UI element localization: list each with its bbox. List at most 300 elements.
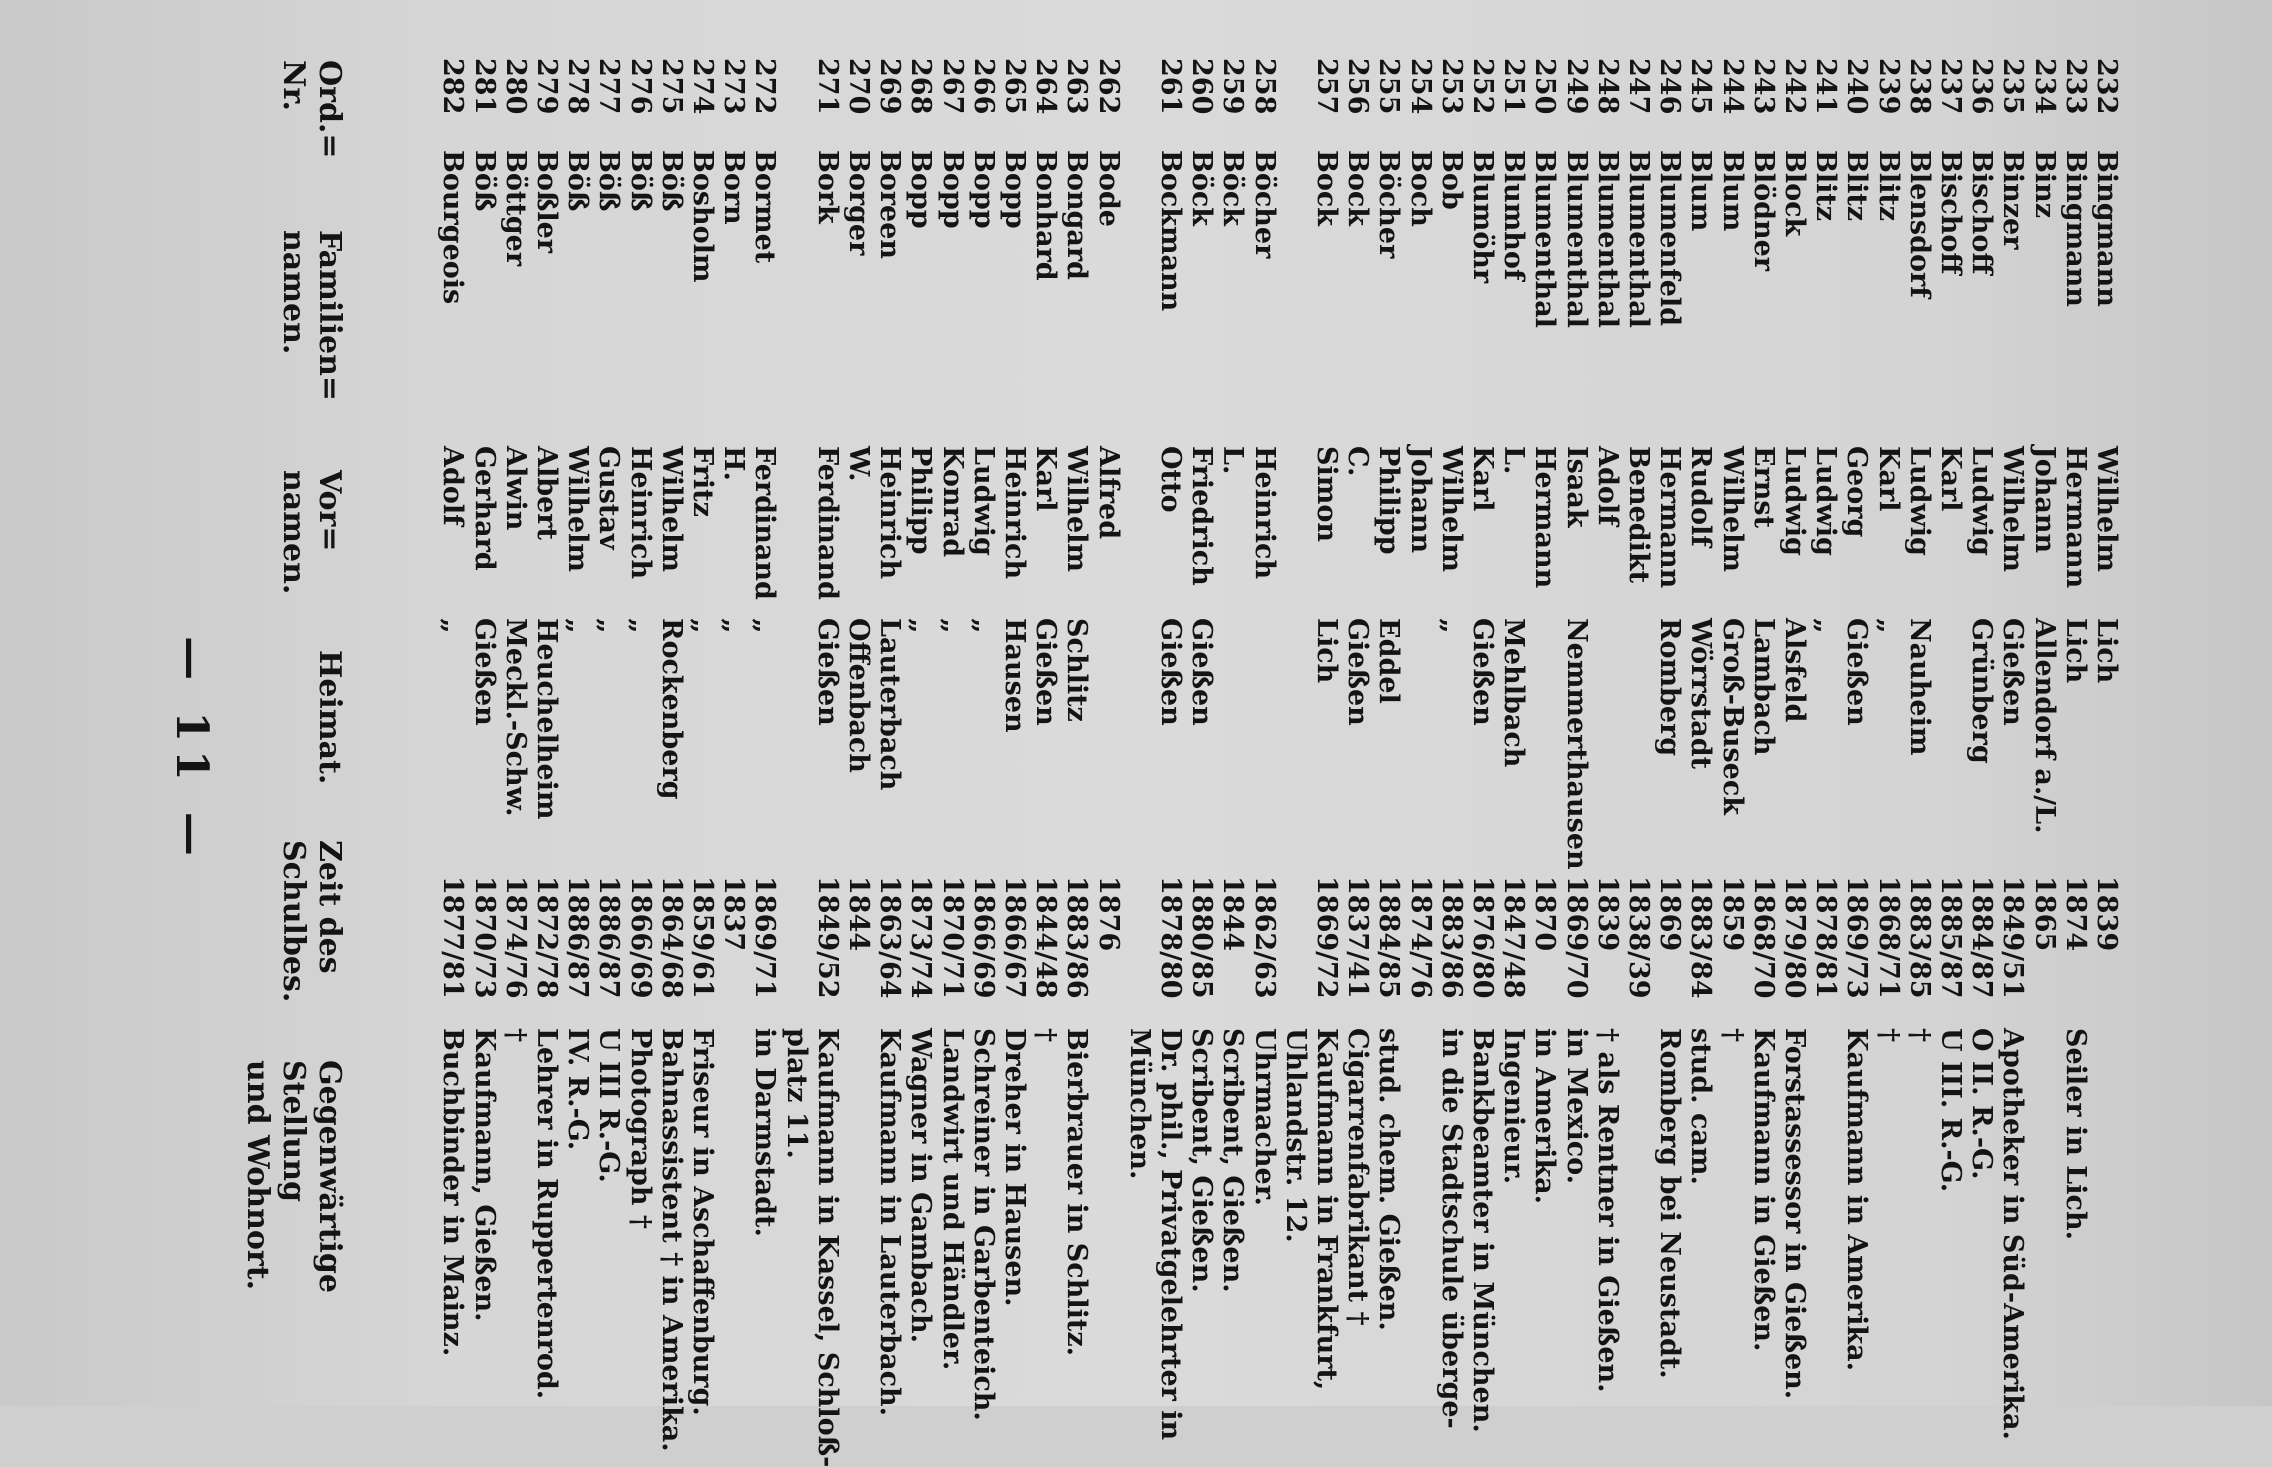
hometown: Gießen xyxy=(1155,618,1186,726)
family-name: Blensdorf xyxy=(1903,150,1935,298)
hometown: Offenbach xyxy=(843,618,874,773)
first-name: Wilhelm xyxy=(655,446,687,572)
table-row xyxy=(874,58,906,1417)
first-name: Benedikt xyxy=(1623,446,1654,584)
current-position: Kaufmann in Amerika. xyxy=(1841,1028,1873,1371)
first-name: Adolf xyxy=(437,446,469,526)
current-position: Wagner in Gambach. xyxy=(905,1028,937,1344)
entry-number: 248 xyxy=(1591,58,1623,115)
family-name: Bopp xyxy=(936,150,968,229)
school-years: 1885/87 xyxy=(1935,876,1966,999)
entry-number: 233 xyxy=(2059,58,2091,115)
hometown: „ xyxy=(749,618,781,634)
family-name: Blumenthal xyxy=(1560,150,1592,328)
first-name: Simon xyxy=(1311,446,1342,542)
family-name: Böcher xyxy=(1248,150,1280,259)
first-name: Alfred xyxy=(1092,446,1124,540)
table-row xyxy=(967,58,999,1421)
first-name: Hermann xyxy=(2059,446,2091,589)
current-position: Uhrmacher. xyxy=(1248,1028,1280,1206)
first-name: Hermann xyxy=(1529,446,1561,589)
hometown: Eddel xyxy=(1373,618,1405,704)
table-row xyxy=(782,58,812,1348)
entry-number: 273 xyxy=(718,58,750,115)
table-row xyxy=(1747,58,1779,1352)
current-position: Kaufmann, Gießen. xyxy=(468,1028,500,1322)
school-years: 1874/76 xyxy=(499,876,531,999)
family-name: Bingmann xyxy=(2091,150,2122,307)
table-row xyxy=(1406,58,1436,1348)
hometown: „ xyxy=(624,618,656,634)
table-row xyxy=(1686,58,1716,1348)
first-name: Friedrich xyxy=(1186,446,1218,586)
school-years: 1883/86 xyxy=(1435,876,1467,999)
table-row xyxy=(626,58,656,1348)
current-position: platz 11. xyxy=(780,1028,812,1159)
entry-number: 236 xyxy=(1966,58,1998,115)
hometown: „ xyxy=(687,618,718,634)
current-position: † als Rentner in Gießen. xyxy=(1591,1028,1623,1393)
school-years: 1884/87 xyxy=(1966,876,1998,999)
family-name: Bongard xyxy=(1061,150,1093,280)
hometown: Lich xyxy=(2091,618,2122,684)
first-name: Johann xyxy=(2028,446,2060,554)
entry-number: 254 xyxy=(1404,58,1436,115)
school-years: 1880/85 xyxy=(1186,876,1218,999)
table-row xyxy=(1562,58,1592,1348)
header-nr-line2: Nr. xyxy=(276,60,311,111)
family-name: Böcher xyxy=(1373,150,1405,259)
hometown: Gießen xyxy=(1997,618,2029,726)
hometown: Allendorf a./L. xyxy=(2028,618,2060,834)
table-row xyxy=(1779,58,1810,1400)
family-name: Bock xyxy=(1342,150,1374,226)
family-name: Blitz xyxy=(1872,150,1904,222)
hometown: Gießen xyxy=(1467,618,1498,726)
table-row xyxy=(1530,58,1560,1348)
first-name: L. xyxy=(1217,446,1249,475)
first-name: C. xyxy=(1342,446,1374,477)
family-name: Böß xyxy=(624,150,656,212)
table-row xyxy=(1094,58,1124,1348)
family-name: Bock xyxy=(1311,150,1342,226)
table-row xyxy=(1281,58,1311,1348)
first-name: Philipp xyxy=(905,446,937,555)
entry-number: 242 xyxy=(1779,58,1810,115)
entry-number: 275 xyxy=(655,58,687,115)
family-name: Böß xyxy=(593,150,625,212)
current-position: Bahnassistent † in Amerika. xyxy=(655,1028,687,1452)
school-years: 1849/52 xyxy=(811,876,843,999)
school-years: 1866/69 xyxy=(967,876,999,999)
school-years: 1883/85 xyxy=(1903,876,1935,999)
family-name: Böttger xyxy=(499,150,531,267)
entry-number: 260 xyxy=(1186,58,1218,115)
hometown: Heuchelheim xyxy=(531,618,562,820)
first-name: Heinrich xyxy=(874,446,906,580)
table-row xyxy=(1654,58,1686,1379)
family-name: Binz xyxy=(2028,150,2060,219)
entry-number: 270 xyxy=(843,58,874,115)
family-name: Bopp xyxy=(967,150,999,229)
school-years: 1886/87 xyxy=(562,876,594,999)
table-row xyxy=(1374,58,1404,1348)
header-stellung xyxy=(239,1060,347,1406)
entry-number: 255 xyxy=(1373,58,1405,115)
first-name: Heinrich xyxy=(624,446,656,580)
school-years: 1837 xyxy=(718,876,750,952)
entry-number: 239 xyxy=(1872,58,1904,115)
family-name: Blitz xyxy=(1841,150,1873,222)
current-position: † xyxy=(1716,1028,1748,1043)
hometown: Meckl.-Schw. xyxy=(499,618,531,817)
hometown: „ xyxy=(1810,618,1842,634)
hometown: Nemmerthausen xyxy=(1560,618,1592,870)
header-familienname-line2: namen. xyxy=(276,230,311,355)
first-name: Albert xyxy=(531,446,562,540)
table-row xyxy=(1624,58,1654,1348)
table-row xyxy=(1967,58,1997,1348)
header-vorname xyxy=(275,470,347,594)
school-years: 1866/69 xyxy=(624,876,656,999)
table-row xyxy=(1718,58,1748,1348)
table-row xyxy=(1155,58,1186,1441)
entry-number: 245 xyxy=(1685,58,1717,115)
family-name: Boch xyxy=(1404,150,1436,227)
school-years: 1876 xyxy=(1092,876,1124,952)
entry-number: 281 xyxy=(468,58,500,115)
entry-number: 237 xyxy=(1935,58,1966,115)
table-row xyxy=(1125,58,1155,1348)
family-name: Böck xyxy=(1217,150,1249,226)
hometown: Lauterbach xyxy=(874,618,906,791)
first-name: Ludwig xyxy=(1810,446,1842,556)
header-vorname-line1: Vor= xyxy=(312,470,347,552)
school-years: 1872/78 xyxy=(531,876,562,999)
entry-number: 276 xyxy=(624,58,656,115)
hometown: Mehlbach xyxy=(1498,618,1530,768)
school-years: 1862/63 xyxy=(1248,876,1280,999)
entry-number: 251 xyxy=(1498,58,1530,115)
entry-number: 259 xyxy=(1217,58,1249,115)
header-stellung-line1: Gegenwärtige Stellung xyxy=(276,1060,347,1293)
family-name: Blitz xyxy=(1810,150,1842,222)
family-name: Bischoff xyxy=(1935,150,1966,275)
entry-number: 268 xyxy=(905,58,937,115)
school-years: 1865 xyxy=(2028,876,2060,952)
first-name: Gustav xyxy=(593,446,625,550)
first-name: Karl xyxy=(1935,446,1966,512)
current-position: Uhlandstr. 12. xyxy=(1279,1028,1311,1243)
school-years: 1859/61 xyxy=(687,876,718,999)
first-name: Johann xyxy=(1404,446,1436,554)
current-position: † xyxy=(499,1028,531,1043)
first-name: Ludwig xyxy=(967,446,999,556)
hometown: Lich xyxy=(2059,618,2091,684)
school-years: 1874/76 xyxy=(1404,876,1436,999)
school-years: 1849/51 xyxy=(1997,876,2029,999)
school-years: 1866/67 xyxy=(999,876,1030,999)
first-name: Isaak xyxy=(1560,446,1592,528)
first-name: Fritz xyxy=(687,446,718,517)
entry-number: 247 xyxy=(1623,58,1654,115)
entry-number: 256 xyxy=(1342,58,1374,115)
current-position: in die Stadtschule überge- xyxy=(1435,1028,1467,1429)
current-position: IV. R.-G. xyxy=(562,1028,594,1151)
current-position: stud. cam. xyxy=(1685,1028,1717,1185)
entry-number: 261 xyxy=(1155,58,1186,115)
table-row xyxy=(594,58,624,1348)
hometown: Gießen xyxy=(1030,618,1062,726)
family-name: Bockmann xyxy=(1155,150,1186,312)
first-name: Hermann xyxy=(1654,446,1686,589)
current-position: in Mexico. xyxy=(1560,1028,1592,1185)
current-position: Landwirt und Händler. xyxy=(936,1028,968,1371)
table-row xyxy=(687,58,718,1416)
header-heimat xyxy=(311,650,347,784)
page-number: — 11 — xyxy=(166,636,217,864)
family-name: Blumenthal xyxy=(1623,150,1654,328)
first-name: Georg xyxy=(1841,446,1873,538)
current-position: Cigarrenfabrikant † xyxy=(1342,1028,1374,1326)
header-stellung-line2: und Wohnort. xyxy=(240,1060,275,1291)
school-years: 1844/48 xyxy=(1030,876,1062,999)
hometown: „ xyxy=(1872,618,1904,634)
hometown: „ xyxy=(905,618,937,634)
entry-number: 274 xyxy=(687,58,718,115)
hometown: „ xyxy=(936,618,968,634)
table-row xyxy=(1936,58,1966,1348)
table-row xyxy=(1905,58,1935,1348)
current-position: † xyxy=(1903,1028,1935,1043)
current-position: Schreiner in Garbenteich. xyxy=(967,1028,999,1421)
family-name: Blödner xyxy=(1747,150,1779,271)
current-position: † xyxy=(1872,1028,1904,1043)
family-name: Blumhof xyxy=(1498,150,1530,281)
current-position: Friseur in Aschaffenburg. xyxy=(687,1028,718,1416)
school-years: 1869/70 xyxy=(1560,876,1592,999)
school-years: 1870/73 xyxy=(468,876,500,999)
school-years: 1868/71 xyxy=(1872,876,1904,999)
first-name: Wilhelm xyxy=(1061,446,1093,572)
entry-number: 280 xyxy=(499,58,531,115)
table-row xyxy=(470,58,500,1348)
school-years: 1877/81 xyxy=(437,876,469,999)
table-row xyxy=(655,58,687,1452)
hometown: Alsfeld xyxy=(1779,618,1810,723)
hometown: Lich xyxy=(1311,618,1342,684)
family-name: Blumenthal xyxy=(1591,150,1623,328)
school-years: 1876/80 xyxy=(1467,876,1498,999)
entry-number: 269 xyxy=(874,58,906,115)
current-position: Apotheker in Süd-Amerika. xyxy=(1997,1028,2029,1440)
school-years: 1847/48 xyxy=(1498,876,1530,999)
current-position: † xyxy=(1030,1028,1062,1043)
school-years: 1863/64 xyxy=(874,876,906,999)
family-name: Block xyxy=(1779,150,1810,237)
entry-number: 244 xyxy=(1716,58,1748,115)
header-vorname-line2: namen. xyxy=(276,470,311,595)
family-name: Böß xyxy=(562,150,594,212)
school-years: 1879/80 xyxy=(1779,876,1810,999)
hometown: Schlitz xyxy=(1061,618,1093,722)
table-row xyxy=(531,58,562,1400)
current-position: in Darmstadt. xyxy=(749,1028,781,1237)
first-name: Wilhelm xyxy=(1716,446,1748,572)
first-name: Karl xyxy=(1467,446,1498,512)
table-row xyxy=(501,58,531,1348)
school-years: 1844 xyxy=(1217,876,1249,952)
first-name: Wilhelm xyxy=(1997,446,2029,572)
family-name: Boreen xyxy=(874,150,906,260)
entry-number: 232 xyxy=(2091,58,2122,115)
current-position: Dreher in Hausen. xyxy=(999,1028,1030,1307)
current-position: Buchbinder in Mainz. xyxy=(437,1028,469,1357)
first-name: Konrad xyxy=(936,446,968,558)
entry-number: 257 xyxy=(1311,58,1342,115)
first-name: Karl xyxy=(1030,446,1062,512)
entry-number: 241 xyxy=(1810,58,1842,115)
entry-number: 258 xyxy=(1248,58,1280,115)
table-row xyxy=(1250,58,1280,1348)
family-name: Blum xyxy=(1685,150,1717,232)
header-nr-line1: Ord.= xyxy=(312,60,347,159)
table-row xyxy=(1061,58,1093,1357)
table-row xyxy=(811,58,843,1467)
table-row xyxy=(936,58,968,1371)
current-position: in Amerika. xyxy=(1529,1028,1561,1205)
family-name: Bingmann xyxy=(2059,150,2091,307)
first-name: Rudolf xyxy=(1685,446,1717,547)
entry-number: 262 xyxy=(1092,58,1124,115)
first-name: Ferdinand xyxy=(749,446,781,600)
entry-number: 282 xyxy=(437,58,469,115)
hometown: Rockenberg xyxy=(655,618,687,800)
first-name: Ferdinand xyxy=(811,446,843,600)
table-row xyxy=(750,58,780,1348)
entry-number: 252 xyxy=(1467,58,1498,115)
current-position: Kaufmann in Gießen. xyxy=(1747,1028,1779,1352)
current-position: U III. R.-G. xyxy=(1935,1028,1966,1193)
current-position: Photograph † xyxy=(624,1028,656,1230)
current-position: Bierbrauer in Schlitz. xyxy=(1061,1028,1093,1357)
current-position: Romberg bei Neustadt. xyxy=(1654,1028,1686,1379)
entry-number: 234 xyxy=(2028,58,2060,115)
school-years: 1883/86 xyxy=(1061,876,1093,999)
current-position: Lehrer in Ruppertenrod. xyxy=(531,1028,562,1400)
current-position: Kaufmann in Kassel, Schloß- xyxy=(811,1028,843,1467)
school-years: 1883/84 xyxy=(1685,876,1717,999)
family-name: Boßler xyxy=(531,150,562,254)
school-years: 1869/72 xyxy=(1311,876,1342,999)
table-row xyxy=(1187,58,1217,1348)
family-name: Bode xyxy=(1092,150,1124,227)
table-row xyxy=(563,58,593,1348)
school-years: 1837/41 xyxy=(1342,876,1374,999)
table-row xyxy=(1811,58,1841,1348)
family-name: Böß xyxy=(655,150,687,212)
hometown: „ xyxy=(593,618,625,634)
school-years: 1878/80 xyxy=(1155,876,1186,999)
first-name: Heinrich xyxy=(999,446,1030,580)
school-years: 1839 xyxy=(1591,876,1623,952)
hometown: „ xyxy=(967,618,999,634)
family-name: Blumenfeld xyxy=(1654,150,1686,327)
family-name: Bopp xyxy=(905,150,937,229)
current-position: Kaufmann in Frankfurt, xyxy=(1311,1028,1342,1391)
current-position: Scribent, Gießen. xyxy=(1217,1028,1249,1293)
table-row xyxy=(906,58,936,1348)
entry-number: 246 xyxy=(1654,58,1686,115)
header-zeit xyxy=(275,840,347,1002)
school-years: 1873/74 xyxy=(905,876,937,999)
school-years: 1870 xyxy=(1529,876,1561,952)
current-position: Forstassessor in Gießen. xyxy=(1779,1028,1810,1400)
first-name: Ernst xyxy=(1747,446,1779,529)
entry-number: 271 xyxy=(811,58,843,115)
family-name: Blumenthal xyxy=(1529,150,1561,328)
current-position: Bankbeamter in München. xyxy=(1467,1028,1498,1433)
hometown: Gießen xyxy=(1841,618,1873,726)
school-years: 1844 xyxy=(843,876,874,952)
entry-number: 240 xyxy=(1841,58,1873,115)
first-name: Otto xyxy=(1155,446,1186,513)
table-row xyxy=(2030,58,2060,1348)
family-name: Böck xyxy=(1186,150,1218,226)
family-name: Bopp xyxy=(999,150,1030,229)
entry-number: 267 xyxy=(936,58,968,115)
table-row xyxy=(1874,58,1904,1348)
current-position: München. xyxy=(1123,1028,1155,1180)
first-name: Ludwig xyxy=(1779,446,1810,556)
header-zeit-line2: Schulbes. xyxy=(276,840,311,1003)
entry-number: 278 xyxy=(562,58,594,115)
hometown: Gießen xyxy=(811,618,843,726)
first-name: Wilhelm xyxy=(1435,446,1467,572)
current-position: Seiler in Lich. xyxy=(2059,1028,2091,1240)
hometown: Gießen xyxy=(468,618,500,726)
hometown: Romberg xyxy=(1654,618,1686,757)
family-name: Bork xyxy=(811,150,843,224)
first-name: L. xyxy=(1498,446,1530,475)
family-name: Bischoff xyxy=(1966,150,1998,275)
entry-number: 253 xyxy=(1435,58,1467,115)
hometown: Wörrstadt xyxy=(1685,618,1717,770)
entry-number: 243 xyxy=(1747,58,1779,115)
current-position: stud. chem. Gießen. xyxy=(1373,1028,1405,1331)
first-name: H. xyxy=(718,446,750,481)
table-row xyxy=(1841,58,1873,1371)
table-row xyxy=(1499,58,1529,1348)
table-row xyxy=(1997,58,2029,1440)
table-row xyxy=(1031,58,1061,1348)
hometown: Grünberg xyxy=(1966,618,1998,764)
entry-number: 272 xyxy=(749,58,781,115)
entry-number: 277 xyxy=(593,58,625,115)
header-heimat-line1: Heimat. xyxy=(312,650,347,785)
first-name: Wilhelm xyxy=(2091,446,2122,572)
hometown: Hausen xyxy=(999,618,1030,733)
school-years: 1859 xyxy=(1716,876,1748,952)
header-zeit-line1: Zeit des xyxy=(312,840,347,974)
school-years: 1878/81 xyxy=(1810,876,1842,999)
first-name: Alwin xyxy=(499,446,531,531)
family-name: Bob xyxy=(1435,150,1467,210)
current-position: Kaufmann in Lauterbach. xyxy=(874,1028,906,1417)
entry-number: 265 xyxy=(999,58,1030,115)
school-years: 1886/87 xyxy=(593,876,625,999)
family-name: Born xyxy=(718,150,750,225)
